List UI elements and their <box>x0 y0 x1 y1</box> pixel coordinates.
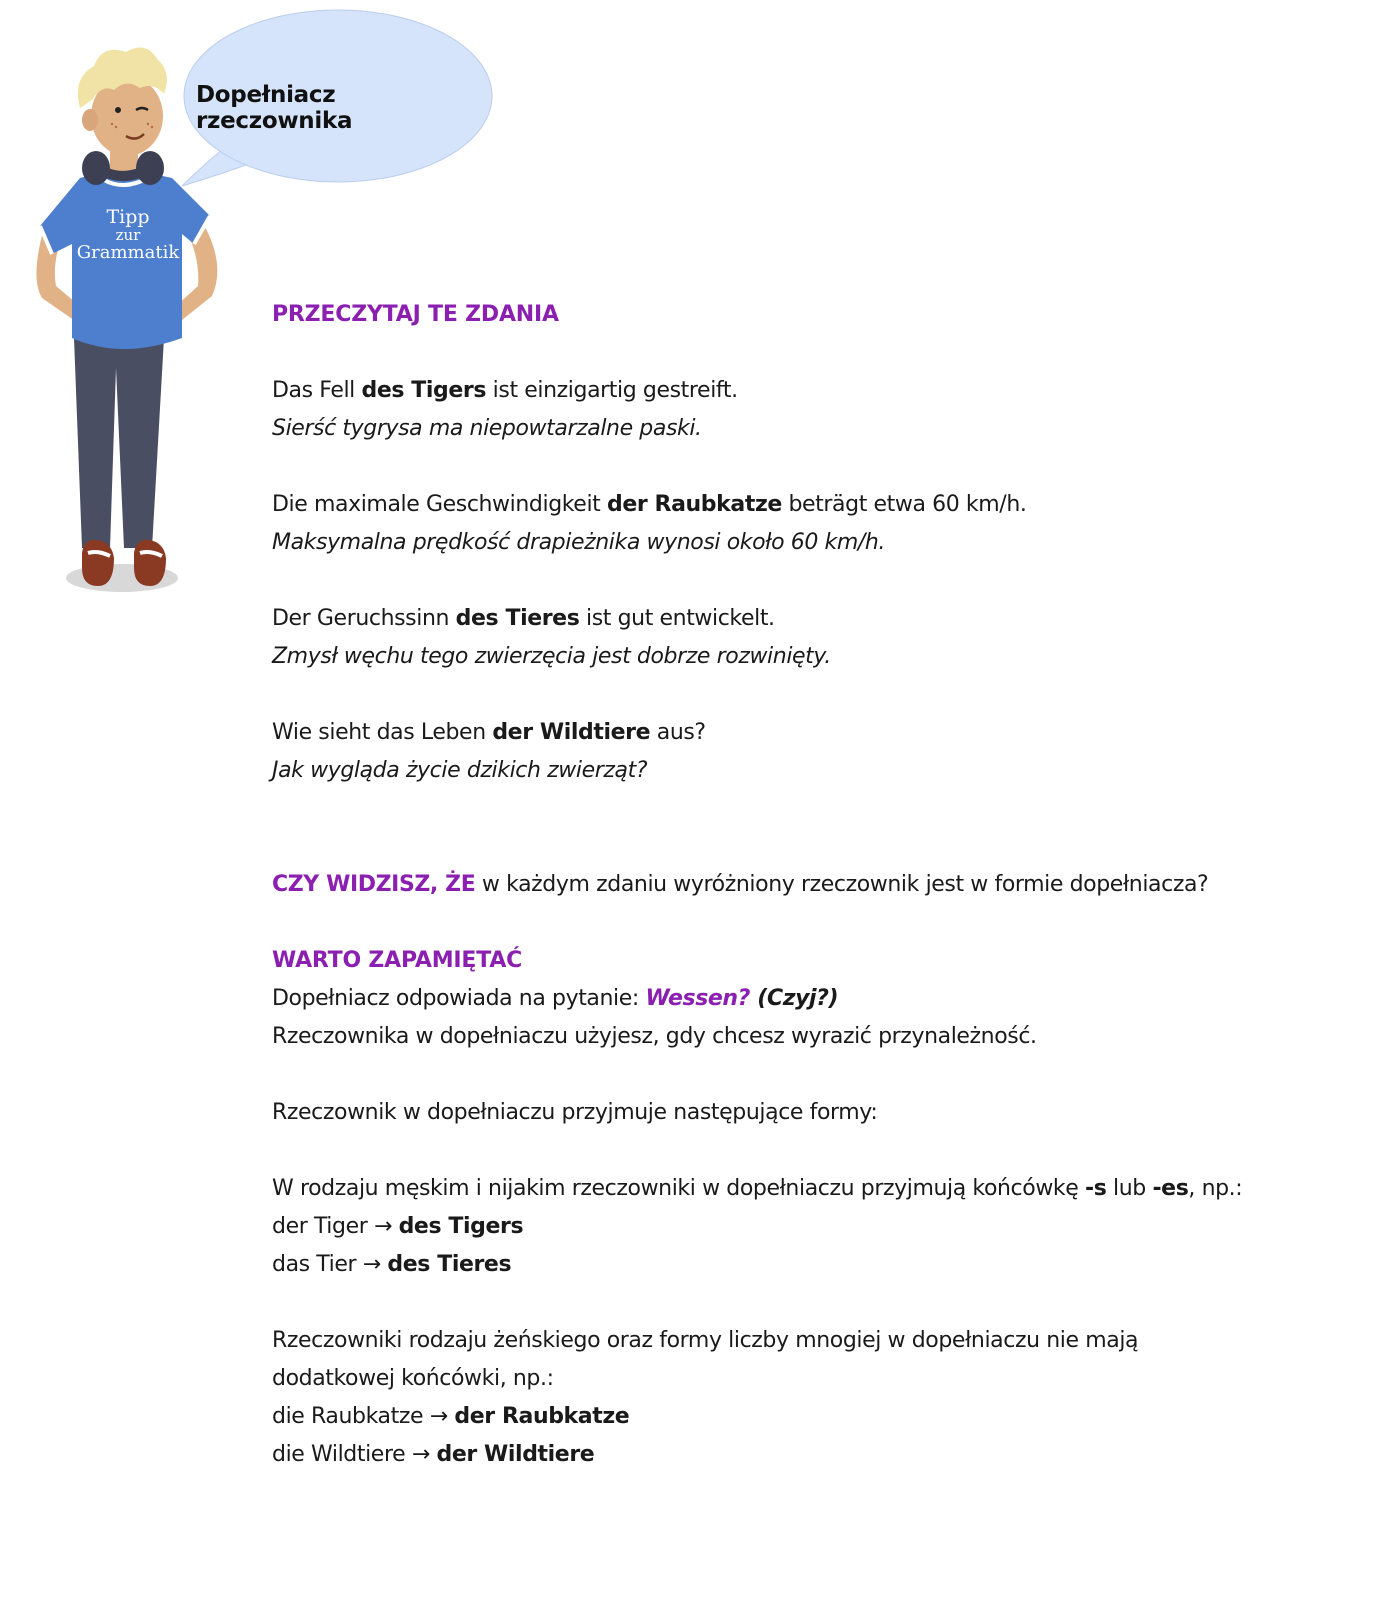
question-line: Dopełniacz odpowiada na pytanie: Wessen? (Czyj?) <box>272 986 839 1011</box>
sentence-de-2: Die maximale Geschwindigkeit der Raubkatze beträgt etwa 60 km/h. <box>272 492 1027 517</box>
lesson-content <box>272 296 1362 1474</box>
usage-line: Rzeczownika w dopełniaczu użyjesz, gdy chcesz wyrazić przynależność. <box>272 1024 1037 1049</box>
sentence-pl-1: Sierść tygrysa ma niepowtarzalne paski. <box>272 416 702 441</box>
do-you-see-line: CZY WIDZISZ, ŻE w każdym zdaniu wyróżniony rzeczownik jest w formie dopełniacza? <box>272 872 1209 897</box>
forms-intro: Rzeczownik w dopełniaczu przyjmuje następujące formy: <box>272 1100 878 1125</box>
feminine-rule-line2: dodatkowej końcówki, np.: <box>272 1366 554 1391</box>
shirt-text-line3: Grammatik <box>76 242 180 263</box>
sentence-pl-2: Maksymalna prędkość drapieżnika wynosi około 60 km/h. <box>272 530 886 555</box>
masculine-rule: W rodzaju męskim i nijakim rzeczowniki w dopełniaczu przyjmują końcówkę -s lub -es, np.: <box>272 1176 1243 1201</box>
feminine-example-2: die Wildtiere → der Wildtiere <box>272 1442 595 1467</box>
mascot-illustration <box>22 38 237 618</box>
sentence-de-4: Wie sieht das Leben der Wildtiere aus? <box>272 720 706 745</box>
feminine-example-1: die Raubkatze → der Raubkatze <box>272 1404 630 1429</box>
mascot-pants <box>74 338 164 548</box>
question-de: Wessen? <box>645 986 751 1011</box>
sentence-pl-4: Jak wygląda życie dzikich zwierząt? <box>272 758 648 783</box>
shirt-text-line2: zur <box>115 226 141 244</box>
masculine-example-1: der Tiger → des Tigers <box>272 1214 524 1239</box>
section-heading-read: PRZECZYTAJ TE ZDANIA <box>272 302 559 327</box>
section-heading-remember: WARTO ZAPAMIĘTAĆ <box>272 948 523 973</box>
sentence-pl-3: Zmysł węchu tego zwierzęcia jest dobrze rozwinięty. <box>272 644 831 669</box>
mascot-shoe-left <box>82 540 114 586</box>
sentence-de-3: Der Geruchssinn des Tieres ist gut entwickelt. <box>272 606 775 631</box>
section-heading-do-you-see: CZY WIDZISZ, ŻE <box>272 872 476 897</box>
mascot-shoe-right <box>134 540 166 586</box>
shirt-text-line1: Tipp <box>106 206 150 228</box>
feminine-rule-line1: Rzeczowniki rodzaju żeńskiego oraz formy liczby mnogiej w dopełniaczu nie mają <box>272 1328 1139 1353</box>
masculine-example-2: das Tier → des Tieres <box>272 1252 512 1277</box>
question-pl: (Czyj?) <box>750 986 839 1011</box>
bubble-title: Dopełniacz rzeczownika <box>196 82 353 134</box>
sentence-de-1: Das Fell des Tigers ist einzigartig gestreift. <box>272 378 738 403</box>
